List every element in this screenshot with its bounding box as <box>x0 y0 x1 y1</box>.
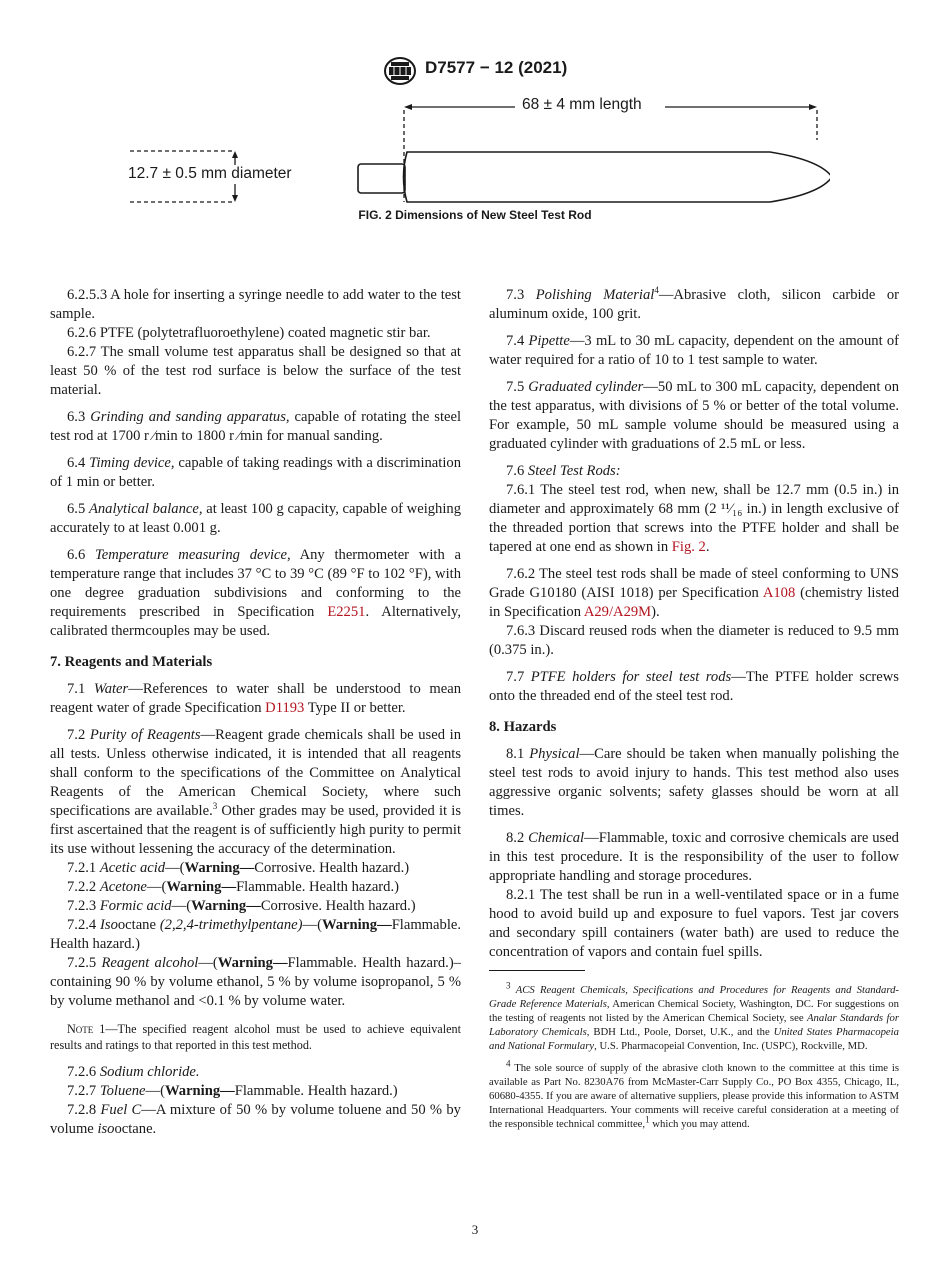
paragraph-7-2: 7.2 Purity of Reagents—Reagent grade chemicals shall be used in all tests. Unless otherwise indicated, it is intended that all reagents shall conform to the specifications of the Committee on Analytical Reagents of the American Chemical Society, where such specifications are available.$^3$ Other grades may be used, provided it is first ascertained that the reagent is of sufficiently high purity to permit its use without lessening the accuracy of the determination. <box>50 727 462 857</box>
paragraph-7-2-3: 7.2.3 Formic acid—(Warning—Corrosive. Health hazard.) <box>67 898 416 914</box>
paragraph-7-2-7: 7.2.7 Toluene—(Warning—Flammable. Health hazard.) <box>67 1083 398 1099</box>
link-fig-2[interactable]: Fig. 2 <box>671 539 706 555</box>
paragraph-6-2-6: 6.2.6 PTFE (polytetrafluoroethylene) coated magnetic stir bar. <box>67 325 431 341</box>
figure-caption: FIG. 2 Dimensions of New Steel Test Rod <box>358 208 592 222</box>
paragraph-7-1: 7.1 Water—References to water shall be understood to mean reagent water of grade Specification D1193 Type II or better. <box>50 681 461 716</box>
figure-2-steel-rod <box>120 90 830 212</box>
section-7-heading: 7. Reagents and Materials <box>50 654 213 670</box>
paragraph-7-2-1: 7.2.1 Acetic acid—(Warning—Corrosive. Health hazard.) <box>67 860 410 876</box>
footnote-divider <box>489 970 585 971</box>
paragraph-6-2-7: 6.2.7 The small volume test apparatus shall be designed so that at least 50 % of the test rod surface is below the surface of the test material. <box>50 344 461 398</box>
note-1: Note 1—The specified reagent alcohol must be used to achieve equivalent results and ratings to that reported in this test method. <box>50 1022 461 1052</box>
paragraph-7-5: 7.5 Graduated cylinder—50 mL to 300 mL capacity, dependent on the test apparatus, with divisions of 5 % or better of the total volume. For example, 50 mL sample volume should be measured using a graduated cylinder with graduations of 2.5 mL or less. <box>489 379 899 452</box>
footnote-4: $^4$ The sole source of supply of the abrasive cloth known to the committee at this time is available as Part No. 8230A76 from McMaster-Carr Supply Co., PO Box 4355, Chicago, IL, 60680-4355. If you are aware of alternative suppliers, please provide this information to ASTM International Headquarters. Your comments will receive careful consideration at a meeting of the responsible technical committee,$^1$ which you may attend. <box>489 1058 900 1130</box>
paragraph-7-2-2: 7.2.2 Acetone—(Warning—Flammable. Health hazard.) <box>67 879 399 895</box>
page-number: 3 <box>471 1222 479 1237</box>
paragraph-6-5: 6.5 Analytical balance, at least 100 g capacity, capable of weighing accurately to at least 0.001 g. <box>50 501 461 536</box>
paragraph-8-2: 8.2 Chemical—Flammable, toxic and corrosive chemicals are used in this test procedure. It is the responsibility of the user to follow appropriate handling and storage procedures. <box>489 830 899 884</box>
link-a29-a29m[interactable]: A29/A29M <box>583 604 652 620</box>
paragraph-7-3: 7.3 Polishing Material$^4$—Abrasive cloth, silicon carbide or aluminum oxide, 100 grit. <box>489 285 899 322</box>
paragraph-7-6: 7.6 Steel Test Rods: <box>506 463 621 479</box>
paragraph-6-2-5-3: 6.2.5.3 A hole for inserting a syringe needle to add water to the test sample. <box>50 287 461 322</box>
link-d1193[interactable]: D1193 <box>265 700 305 716</box>
astm-logo-icon <box>380 56 420 86</box>
right-column <box>489 286 899 1139</box>
paragraph-7-6-2: 7.6.2 The steel test rods shall be made of steel conforming to UNS Grade G10180 (AISI 1018) per Specification A108 (chemistry listed in Specification A29/A29M). <box>489 566 899 620</box>
paragraph-7-4: 7.4 Pipette—3 mL to 30 mL capacity, dependent on the amount of water required for a ratio of 10 to 1 test sample to water. <box>489 333 900 368</box>
paragraph-6-4: 6.4 Timing device, capable of taking readings with a discrimination of 1 min or better. <box>50 455 461 490</box>
diameter-dimension-label: 12.7 ± 0.5 mm diameter <box>128 165 292 182</box>
length-dimension-label: 68 ± 4 mm length <box>522 96 642 113</box>
left-column <box>50 286 461 1139</box>
steel-rod-drawing <box>120 90 830 212</box>
page-header <box>0 56 950 86</box>
paragraph-6-6: 6.6 Temperature measuring device, Any thermometer with a temperature range that includes 37 °C to 39 °C (89 °F to 102 °F), with one degree graduation subdivisions and conforming to the requirements prescribed in Specification E2251. Alternatively, calibrated thermcouples may be used. <box>50 547 461 639</box>
paragraph-8-2-1: 8.2.1 The test shall be run in a well-ventilated space or in a fume hood to avoid build up and exposure to fuel vapors. Test jar covers and secondary spill containers (water bath) are used to reduce the concentration of vapors and contain fuel spills. <box>489 887 899 960</box>
section-8-heading: 8. Hazards <box>489 719 557 735</box>
paragraph-7-2-4: 7.2.4 Isooctane (2,2,4-trimethylpentane)—(Warning—Flammable. Health hazard.) <box>50 917 461 952</box>
paragraph-7-7: 7.7 PTFE holders for steel test rods—The PTFE holder screws onto the threaded end of the steel test rod. <box>489 669 899 704</box>
footnote-ref-3[interactable]: 3 <box>212 801 218 812</box>
paragraph-6-3: 6.3 Grinding and sanding apparatus, capable of rotating the steel test rod at 1700 r ⁄min to 1800 r ⁄min for manual sanding. <box>50 409 462 444</box>
paragraph-7-6-3: 7.6.3 Discard reused rods when the diameter is reduced to 9.5 mm (0.375 in.). <box>489 623 899 658</box>
paragraph-8-1: 8.1 Physical—Care should be taken when manually polishing the steel test rods to avoid injury to hands. This test method also uses aggressive organic solvents; safety glasses should be worn at all times. <box>489 746 899 819</box>
footnote-ref-4[interactable]: 4 <box>654 285 659 296</box>
paragraph-7-2-5: 7.2.5 Reagent alcohol—(Warning—Flammable. Health hazard.)–containing 90 % by volume ethanol, 5 % by volume isopropanol, 5 % by volume methanol and <0.1 % by volume water. <box>50 955 461 1009</box>
link-e2251[interactable]: E2251 <box>327 604 366 620</box>
paragraph-7-2-8: 7.2.8 Fuel C—A mixture of 50 % by volume toluene and 50 % by volume isooctane. <box>50 1102 461 1137</box>
document-designation: D7577 − 12 (2021) <box>425 58 568 77</box>
paragraph-7-6-1: 7.6.1 The steel test rod, when new, shall be 12.7 mm (0.5 in.) in diameter and approximately 68 mm (2 ¹¹⁄₁₆ in.) in length exclusive of the threaded portion that screws into the PTFE holder and shall be tapered at one end as shown in Fig. 2. <box>489 482 899 555</box>
link-a108[interactable]: A108 <box>762 585 796 601</box>
paragraph-7-2-6: 7.2.6 Sodium chloride. <box>67 1064 200 1080</box>
footnote-3: $^3$ ACS Reagent Chemicals, Specifications and Procedures for Reagents and Standard-Grade Reference Materials, American Chemical Society, Washington, DC. For suggestions on the testing of reagents not listed by the American Chemical Society, see Analar Standards for Laboratory Chemicals, BDH Ltd., Poole, Dorset, U.K., and the United States Pharmacopeia and National Formulary, U.S. Pharmacopeial Convention, Inc. (USPC), Rockville, MD. <box>489 980 899 1052</box>
